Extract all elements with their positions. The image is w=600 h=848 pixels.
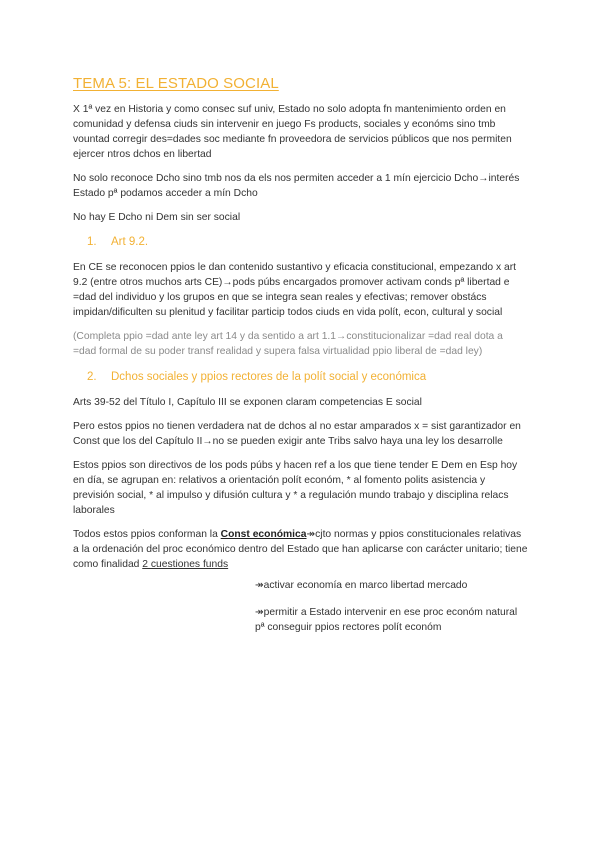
const-economica-term: Const económica: [220, 529, 307, 540]
section-2-number: 2.: [87, 371, 97, 383]
const-economica-intro: Todos estos ppios conforman la: [73, 529, 221, 540]
section-2-paragraph-1: Arts 39-52 del Título I, Capítulo III se exponen claram competencias E social: [73, 397, 422, 408]
section-2-heading: [73, 369, 528, 385]
section-1-note: (Completa ppio =dad ante ley art 14 y da sentido a art 1.1→constitucionalizar =dad real dota a =dad formal de su poder transf realidad y supera falsa virtualidad ppio liberal de =dad ley): [73, 331, 503, 357]
section-2-paragraph-4: [73, 527, 528, 572]
finalidad-list: [255, 578, 525, 635]
intro-paragraph-1: X 1ª vez en Historia y como consec suf univ, Estado no solo adopta fn mantenimiento orden en comunidad y defensa ciuds sin intervenir en juego Fs products, sociales y económs sino tmb vountad corregir des=dades soc mediante fn proveedora de servicios públicos que nos permiten ejercer ntros dchos en libertad: [73, 104, 512, 160]
const-economica-definition: ↠cjto normas y ppios constitucionales relativas a la ordenación del proc económico dentro del Estado que han aplicarse con carácter unitario; tiene como finalidad: [73, 529, 528, 570]
section-1-title: Art 9.2.: [111, 236, 149, 248]
finalidad-item-2: ↠permitir a Estado intervenir en ese proc económ natural pª conseguir ppios rectores polít económ: [255, 607, 518, 633]
section-1-number: 1.: [87, 236, 97, 248]
section-1-paragraph: En CE se reconocen ppios le dan contenido sustantivo y eficacia constitucional, empezando x art 9.2 (entre otros muchos arts CE)→pods púbs encargados promover activam conds pª libertad e =dad del individuo y los grupos en que se integra sean reales y efectivas; remover obstács impidan/dificulten su plenitud y facilitar particip todos ciuds en vida polít, econ, cultural y social: [73, 262, 517, 318]
section-2-paragraph-2: Pero estos ppios no tienen verdadera nat de dchos al no estar amparados x = sist garantizador en Const que los del Capítulo II→no se pueden exigir ante Tribs salvo haya una ley los desarrolle: [73, 421, 521, 447]
intro-paragraph-2: No solo reconoce Dcho sino tmb nos da els nos permiten acceder a 1 mín ejercicio Dcho→interés Estado pª podamos acceder a mín Dcho: [73, 173, 520, 199]
finalidad-item-1: ↠activar economía en marco libertad mercado: [255, 580, 468, 591]
section-2-paragraph-3: Estos ppios son directivos de los pods púbs y hacen ref a los que tiene tender E Dem en Esp hoy en día, se agrupan en: relativos a orientación polít económ, * al fomento polits asistencia y previsión social, * al impulso y difusión cultura y * a regulación mundo trabajo y disciplina relacs laborales: [73, 460, 518, 516]
page-title: TEMA 5: EL ESTADO SOCIAL: [73, 75, 279, 92]
two-questions-underlined: 2 cuestiones funds: [142, 559, 229, 570]
section-1-heading: [73, 234, 528, 250]
intro-paragraph-3: No hay E Dcho ni Dem sin ser social: [73, 212, 241, 223]
section-2-title: Dchos sociales y ppios rectores de la polít social y económica: [111, 371, 427, 383]
document-content: [73, 75, 528, 647]
